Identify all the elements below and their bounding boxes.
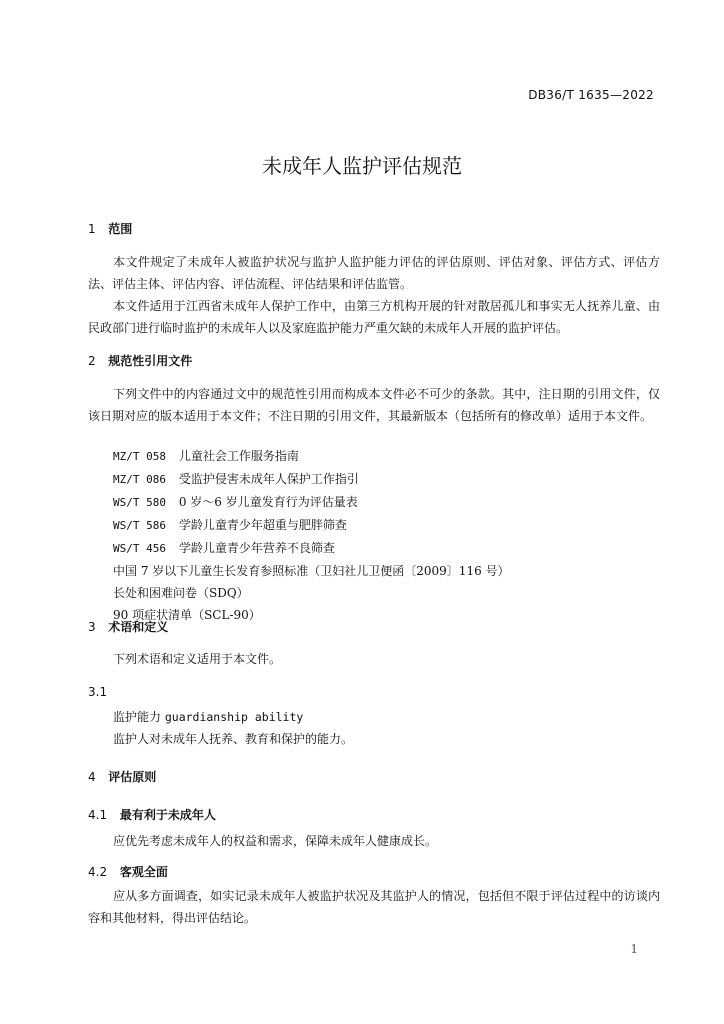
section-3-paragraph-1: 下列术语和定义适用于本文件。	[113, 652, 282, 666]
reference-title: 受监护侵害未成年人保护工作指引	[178, 472, 359, 486]
reference-code: MZ/T 058	[113, 450, 166, 463]
section-number: 2	[88, 354, 96, 368]
reference-item: 90 项症状清单（SCL-90）	[113, 608, 261, 622]
term-english: guardianship ability	[164, 710, 304, 724]
reference-title: 学龄儿童青少年营养不良筛查	[178, 541, 335, 555]
reference-title: 儿童社会工作服务指南	[178, 449, 299, 463]
standard-code: DB36/T 1635—2022	[528, 88, 654, 102]
reference-code: WS/T 580	[113, 496, 166, 509]
page-number: 1	[630, 942, 638, 956]
subsection-4-1-heading	[88, 806, 216, 823]
section-number: 3	[88, 620, 96, 634]
section-3-heading	[88, 618, 168, 635]
reference-code: MZ/T 086	[113, 473, 166, 486]
section-1-heading	[88, 220, 132, 237]
reference-item	[113, 468, 510, 491]
section-title: 范围	[108, 222, 133, 236]
section-number: 4	[88, 770, 96, 784]
document-title: 未成年人监护评估规范	[262, 154, 462, 178]
section-1-paragraph-2: 本文件适用于江西省未成年人保护工作中，由第三方机构开展的针对散居孤儿和事实无人抚养儿童、由民政部门进行临时监护的未成年人以及家庭监护能力严重欠缺的未成年人开展的监护评估。	[88, 299, 660, 335]
subsection-4-2-heading	[88, 863, 168, 880]
subsection-title: 客观全面	[119, 865, 168, 879]
section-4-heading	[88, 768, 156, 785]
normative-reference-list	[113, 445, 510, 626]
reference-item	[113, 445, 510, 468]
subsection-3-1-number: 3.1	[88, 685, 108, 699]
subsection-4-1-text: 应优先考虑未成年人的权益和需求，保障未成年人健康成长。	[113, 834, 438, 848]
section-title: 术语和定义	[108, 620, 169, 634]
reference-code: WS/T 586	[113, 519, 166, 532]
subsection-number: 4.2	[88, 865, 108, 879]
section-title: 评估原则	[108, 770, 157, 784]
subsection-number: 4.1	[88, 808, 108, 822]
term-chinese: 监护能力	[113, 710, 162, 724]
reference-code: WS/T 456	[113, 542, 166, 555]
reference-title: 0 岁～6 岁儿童发育行为评估量表	[178, 495, 358, 509]
section-title: 规范性引用文件	[108, 354, 193, 368]
subsection-title: 最有利于未成年人	[119, 808, 216, 822]
term-entry	[113, 706, 303, 728]
term-definition: 监护人对未成年人抚养、教育和保护的能力。	[113, 732, 354, 746]
section-1-paragraph-1: 本文件规定了未成年人被监护状况与监护人监护能力评估的评估原则、评估对象、评估方式、评估方法、评估主体、评估内容、评估流程、评估结果和评估监管。	[88, 255, 660, 291]
section-number: 1	[88, 222, 96, 236]
subsection-4-2-text: 应从多方面调查，如实记录未成年人被监护状况及其监护人的情况，包括但不限于评估过程中的访谈内容和其他材料，得出评估结论。	[88, 889, 660, 925]
reference-title: 学龄儿童青少年超重与肥胖筛查	[178, 518, 347, 532]
section-2-paragraph-1: 下列文件中的内容通过文中的规范性引用而构成本文件必不可少的条款。其中，注日期的引用文件，仅该日期对应的版本适用于本文件；不注日期的引用文件，其最新版本（包括所有的修改单）适用于本文件。	[88, 387, 660, 423]
reference-item: 中国 7 岁以下儿童生长发育参照标准（卫妇社儿卫便函〔2009〕116 号）	[113, 564, 510, 578]
reference-item: 长处和困难问卷（SDQ）	[113, 586, 249, 600]
reference-item	[113, 491, 510, 514]
reference-item	[113, 514, 510, 537]
section-2-heading	[88, 352, 192, 369]
reference-item	[113, 537, 510, 560]
